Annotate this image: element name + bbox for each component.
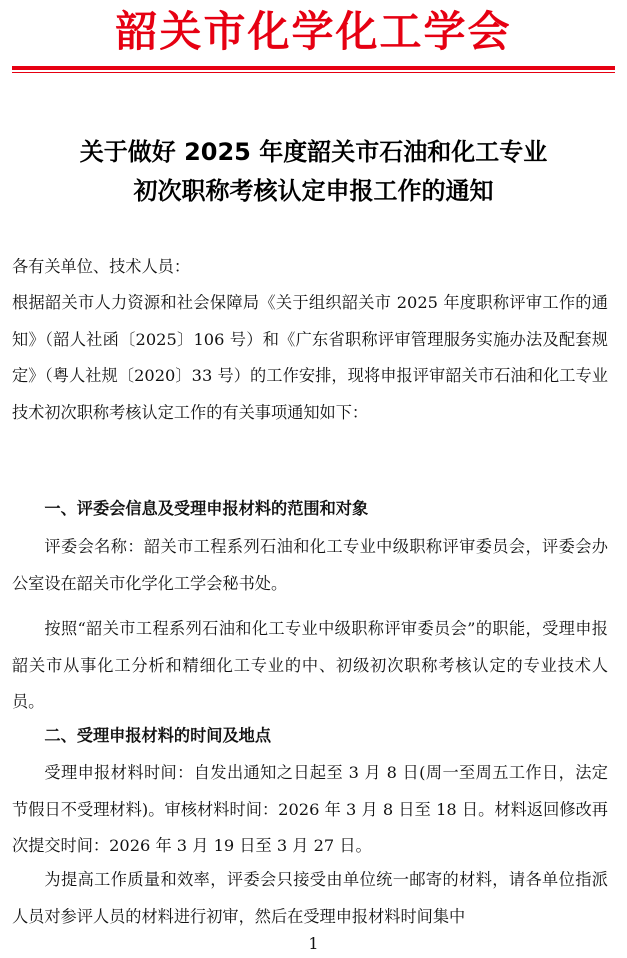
page-number: 1 xyxy=(308,934,319,953)
section-2-paragraph-1: 受理申报材料时间：自发出通知之日起至 3 月 8 日(周一至周五工作日，法定节假日不受理材料)。审核材料时间：2026 年 3 月 8 日至 18 日。材料返回修改再次提交时间：2026 年 3 月 19 日至 3 月 27 日。 xyxy=(12,763,608,855)
masthead-title: 韶关市化学化工学会 xyxy=(115,7,512,56)
intro-paragraph: 根据韶关市人力资源和社会保障局《关于组织韶关市 2025 年度职称评审工作的通知》（韶人社函〔2025〕106 号）和《广东省职称评审管理服务实施办法及配套规定》（粤人社规〔2020〕33 号）的工作安排，现将申报评审韶关市石油和化工专业技术初次职称考核认定工作的有关事项通知如下： xyxy=(12,293,608,422)
section-1-heading: 一、评委会信息及受理申报材料的范围和对象 xyxy=(44,499,369,518)
section-2-heading: 二、受理申报材料的时间及地点 xyxy=(44,726,272,745)
document-title-line-1: 关于做好 2025 年度韶关市石油和化工专业 xyxy=(79,138,548,166)
document-title-line-2: 初次职称考核认定申报工作的通知 xyxy=(133,177,494,205)
masthead-divider-thin xyxy=(12,72,615,73)
section-2-paragraph-2: 为提高工作质量和效率，评委会只接受由单位统一邮寄的材料，请各单位指派人员对参评人员的材料进行初审，然后在受理申报材料时间集中 xyxy=(12,870,608,926)
section-1-paragraph-2: 按照“韶关市工程系列石油和化工专业中级职称评审委员会”的职能，受理申报韶关市从事化工分析和精细化工专业的中、初级初次职称考核认定的专业技术人员。 xyxy=(12,619,608,711)
section-1-paragraph-1: 评委会名称：韶关市工程系列石油和化工专业中级职称评审委员会，评委会办公室设在韶关市化学化工学会秘书处。 xyxy=(12,537,608,593)
salutation: 各有关单位、技术人员： xyxy=(12,257,191,276)
masthead-divider-thick xyxy=(12,66,615,70)
